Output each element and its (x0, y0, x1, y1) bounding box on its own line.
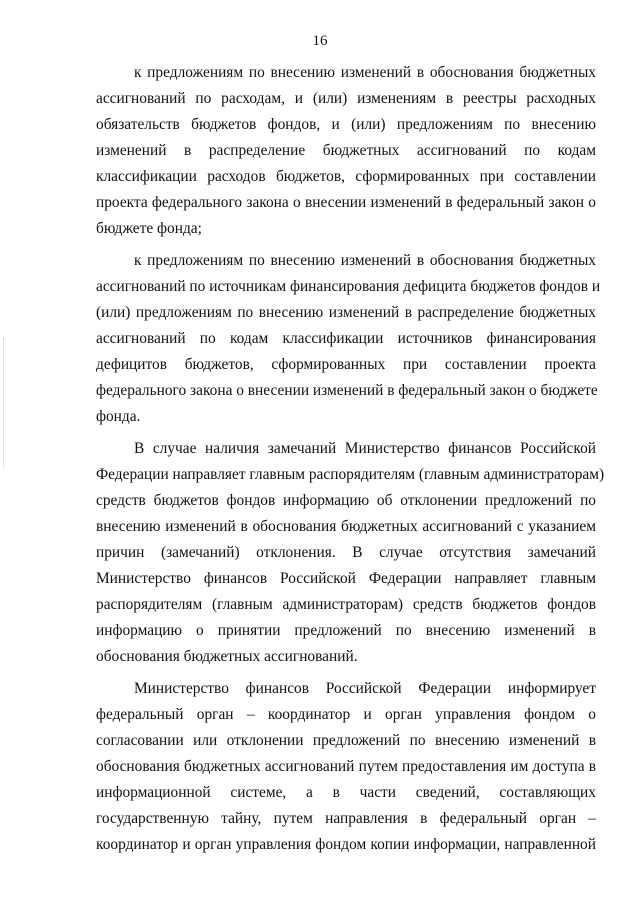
document-body (96, 60, 605, 858)
text-line: (или) предложениям по внесению изменений в распределение бюджетных (96, 304, 596, 321)
text-line: дефицитов бюджетов, сформированных при составлении проекта (96, 356, 596, 373)
paragraph (96, 436, 605, 670)
text-line: обоснования бюджетных ассигнований путем предоставления им доступа в (96, 758, 596, 775)
text-line: Министерство финансов Российской Федерации информирует (134, 680, 596, 697)
text-line: изменений в распределение бюджетных ассигнований по кодам (96, 142, 596, 159)
paragraph (96, 248, 601, 430)
text-line: фонда. (96, 408, 141, 425)
text-line: средств бюджетов фондов информацию об отклонении предложений по (96, 492, 596, 509)
text-line: обязательств бюджетов фондов, и (или) предложениям по внесению (96, 116, 596, 133)
paragraph (96, 676, 596, 858)
text-line: классификации расходов бюджетов, сформированных при составлении (96, 168, 596, 185)
text-line: проекта федерального закона о внесении изменений в федеральный закон о (96, 194, 596, 211)
text-line: информационной системе, а в части сведений, составляющих (96, 784, 596, 801)
text-line: внесению изменений в обоснования бюджетных ассигнований с указанием (96, 518, 596, 535)
text-line: Федерации направляет главным распорядителям (главным администраторам) (96, 466, 605, 483)
text-line: распорядителям (главным администраторам) средств бюджетов фондов (96, 596, 596, 613)
text-line: причин (замечаний) отклонения. В случае отсутствия замечаний (96, 544, 596, 561)
scan-margin-marks (3, 338, 6, 468)
text-line: ассигнований по кодам классификации источников финансирования (96, 330, 596, 347)
text-line: к предложениям по внесению изменений в обоснования бюджетных (134, 252, 596, 269)
text-line: к предложениям по внесению изменений в обоснования бюджетных (134, 64, 596, 81)
text-line: обоснования бюджетных ассигнований. (96, 648, 358, 665)
paragraph-container (96, 60, 605, 858)
text-line: согласовании или отклонении предложений по внесению изменений в (96, 732, 596, 749)
text-line: координатор и орган управления фондом копии информации, направленной (96, 836, 596, 853)
text-line: ассигнований по источникам финансирования дефицита бюджетов фондов и (96, 278, 601, 295)
text-line: ассигнований по расходам, и (или) изменениям в реестры расходных (96, 90, 596, 107)
text-line: бюджете фонда; (96, 220, 202, 237)
text-line: федерального закона о внесении изменений в федеральный закон о бюджете (96, 382, 598, 399)
paragraph (96, 60, 596, 242)
text-line: государственную тайну, путем направления в федеральный орган – (96, 810, 596, 827)
text-line: федеральный орган – координатор и орган управления фондом о (96, 706, 596, 723)
text-line: В случае наличия замечаний Министерство финансов Российской (134, 440, 596, 457)
page-number: 16 (312, 33, 328, 49)
text-line: Министерство финансов Российской Федерации направляет главным (96, 570, 596, 587)
text-line: информацию о принятии предложений по внесению изменений в (96, 622, 596, 639)
